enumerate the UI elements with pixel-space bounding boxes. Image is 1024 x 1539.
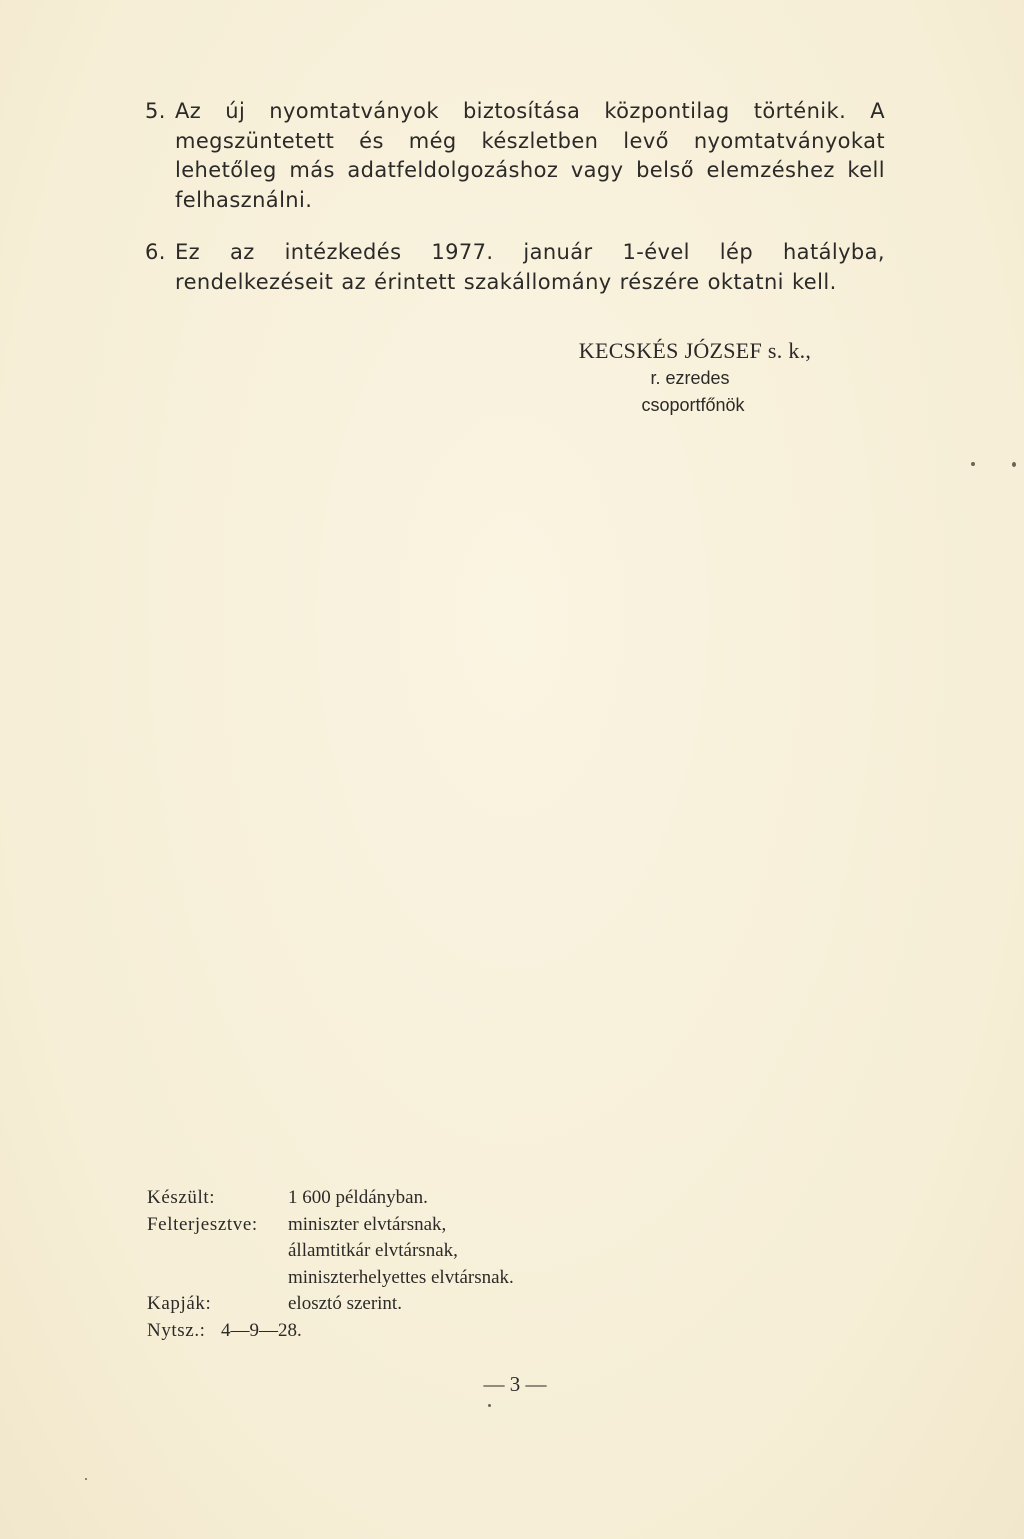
recipients-label: Kapják: — [147, 1293, 212, 1314]
paragraph-6 — [145, 238, 885, 297]
paper-speck — [1012, 462, 1016, 467]
made-label: Készült: — [147, 1187, 216, 1208]
submitted-value: miniszterhelyettes elvtársnak. — [288, 1266, 514, 1288]
paper-speck — [85, 1478, 87, 1480]
signatory-name: KECSKÉS JÓZSEF s. k., — [578, 338, 812, 363]
paragraph-number: 5. — [145, 99, 166, 123]
submitted-label: Felterjesztve: — [147, 1213, 258, 1235]
made-value: 1 600 példányban. — [288, 1187, 428, 1208]
paragraph-text: Az új nyomtatványok biztosítása központilag történik. A megszüntetett és még készletben levő nyomtatványokat lehetőleg más adatfeldolgozáshoz vagy belső elemzéshez kell felhasználni. — [175, 99, 885, 212]
registry-value: 4—9—28. — [221, 1319, 302, 1341]
registry-label: Nytsz.: — [147, 1319, 206, 1341]
signatory-title: csoportfőnök — [641, 395, 745, 415]
paragraph-5 — [145, 97, 885, 215]
recipients-value: elosztó szerint. — [288, 1293, 402, 1314]
signatory-rank: r. ezredes — [650, 368, 730, 388]
paper-speck — [488, 1404, 491, 1407]
submitted-value: miniszter elvtársnak, — [288, 1213, 447, 1235]
paragraph-number: 6. — [145, 240, 166, 264]
paragraph-text: Ez az intézkedés 1977. január 1-ével lép hatályba, rendelkezéseit az érintett szakállomány részére oktatni kell. — [175, 240, 885, 294]
submitted-value: államtitkár elvtársnak, — [288, 1240, 458, 1261]
paper-speck — [971, 462, 975, 466]
page-number: — 3 — — [483, 1372, 547, 1396]
